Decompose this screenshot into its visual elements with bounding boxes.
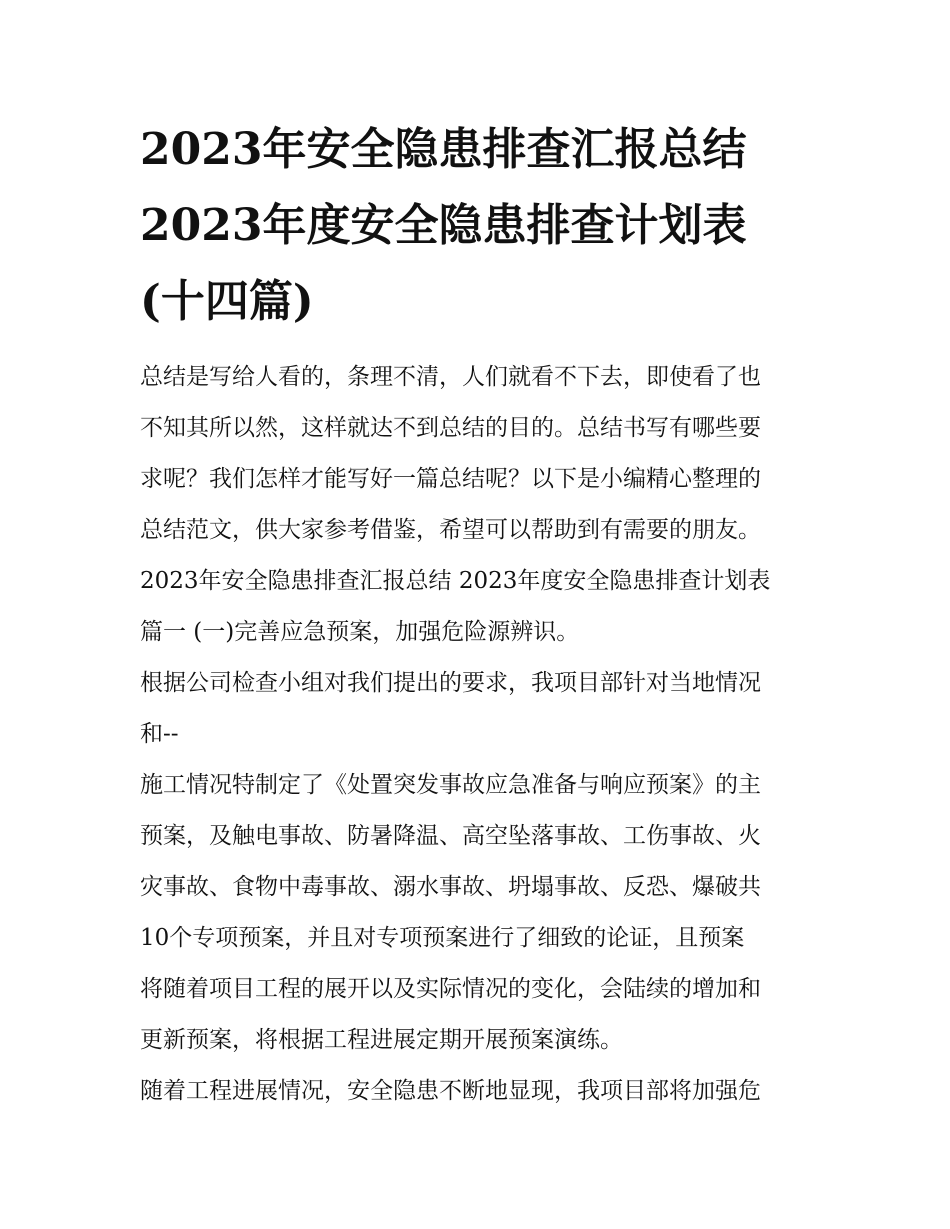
body-line: 10个专项预案，并且对专项预案进行了细致的论证，且预案 — [140, 925, 745, 951]
title-line-2: 2023年度安全隐患排查计划表 — [140, 200, 747, 251]
body-line: 将随着项目工程的展开以及实际情况的变化，会陆续的增加和 — [140, 976, 761, 1002]
body-line: 求呢？我们怎样才能写好一篇总结呢？以下是小编精心整理的 — [140, 466, 761, 492]
body-line: 总结是写给人看的，条理不清，人们就看不下去，即使看了也 — [140, 364, 761, 390]
body-line: 和-- — [140, 721, 179, 747]
title-line-1: 2023年安全隐患排查汇报总结 — [140, 124, 747, 175]
body-line: 篇一 (一)完善应急预案，加强危险源辨识。 — [140, 619, 580, 645]
body-line: 更新预案，将根据工程进展定期开展预案演练。 — [140, 1027, 623, 1053]
body-line: 不知其所以然，这样就达不到总结的目的。总结书写有哪些要 — [140, 415, 761, 441]
body-line: 灾事故、食物中毒事故、溺水事故、坍塌事故、反恐、爆破共 — [140, 874, 761, 900]
document-body — [140, 352, 820, 1117]
body-line: 随着工程进展情况，安全隐患不断地显现，我项目部将加强危 — [140, 1078, 761, 1104]
body-line: 根据公司检查小组对我们提出的要求，我项目部针对当地情况 — [140, 670, 761, 696]
body-line: 2023年安全隐患排查汇报总结 2023年度安全隐患排查计划表 — [140, 568, 771, 594]
body-line: 预案，及触电事故、防暑降温、高空坠落事故、工伤事故、火 — [140, 823, 761, 849]
body-line: 总结范文，供大家参考借鉴，希望可以帮助到有需要的朋友。 — [140, 517, 761, 543]
document-title — [140, 112, 830, 340]
title-line-3: (十四篇) — [140, 276, 314, 327]
body-line: 施工情况特制定了《处置突发事故应急准备与响应预案》的主 — [140, 772, 761, 798]
